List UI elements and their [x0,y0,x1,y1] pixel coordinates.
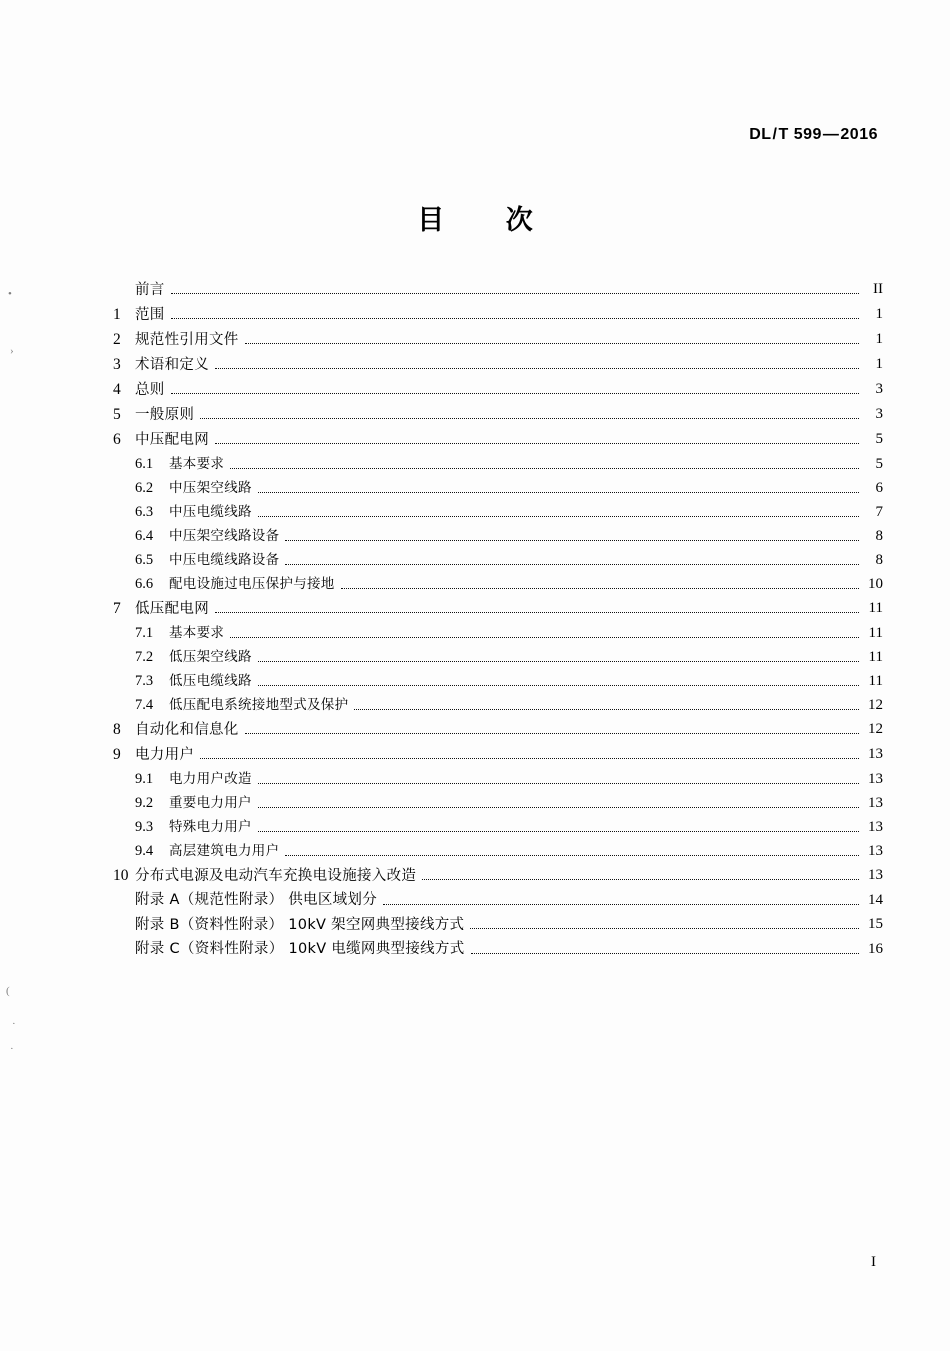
toc-leader-dots [258,491,859,493]
toc-entry-page: 15 [868,916,883,932]
toc-entry-page: 13 [868,867,883,883]
toc-entry-page: 1 [875,306,883,322]
toc-entry-label: 中压电缆线路 [169,504,252,520]
toc-leader-dots [245,342,859,344]
toc-leader-dots [285,539,859,541]
toc-entry[interactable] [113,382,883,398]
toc-entry[interactable] [113,457,883,472]
toc-entry-number: 9.2 [135,795,154,811]
toc-entry-label: 低压电缆线路 [169,673,252,689]
toc-entry-page: 13 [868,842,883,859]
toc-leader-dots [171,292,859,294]
toc-entry-number: 6.3 [135,504,154,520]
toc-entry[interactable] [113,650,883,665]
toc-entry-label: 配电设施过电压保护与接地 [169,576,335,592]
toc-entry-number: 6 [113,430,121,448]
toc-leader-dots [200,757,859,759]
toc-entry[interactable] [113,357,883,373]
toc-entry-number: 6.6 [135,576,154,592]
toc-entry-page: 8 [875,551,883,568]
toc-leader-dots [258,806,859,808]
toc-entry-number: 3 [113,355,121,373]
toc-entry-label: 低压配电网 [135,600,209,617]
toc-entry-label: 基本要求 [169,456,225,472]
toc-entry-label: 范围 [135,306,165,323]
toc-entry-label: 规范性引用文件 [135,331,239,348]
toc-entry[interactable] [113,553,883,568]
standard-number [749,126,878,144]
toc-entry-number: 9 [113,745,121,763]
toc-entry-number: 7.2 [135,649,154,665]
toc-entry-label: 中压配电网 [135,431,209,448]
toc-entry-page: 11 [868,624,883,641]
toc-leader-dots [354,708,859,710]
toc-entry[interactable] [113,282,883,297]
toc-leader-dots [422,878,859,880]
toc-entry[interactable] [113,626,883,641]
toc-entry[interactable] [113,722,883,738]
toc-entry-label: 附录 A（规范性附录） 供电区域划分 [135,892,378,908]
toc-entry[interactable] [113,307,883,323]
toc-entry[interactable] [113,917,883,932]
toc-entry[interactable] [113,844,883,859]
toc-leader-dots [258,782,859,784]
toc-leader-dots [383,903,859,905]
toc-leader-dots [471,952,859,954]
toc-entry-number: 9.3 [135,819,154,835]
toc-leader-dots [230,467,859,469]
scan-mark: · [12,1018,16,1030]
toc-entry-label: 特殊电力用户 [169,819,252,835]
toc-entry-page: 13 [868,794,883,811]
toc-leader-dots [285,563,859,565]
toc-entry-page: 14 [868,891,883,908]
toc-entry-label: 中压电缆线路设备 [169,552,280,568]
toc-entry-label: 高层建筑电力用户 [169,843,280,859]
toc-entry-page: 8 [875,527,883,544]
toc-entry[interactable] [113,407,883,423]
toc-entry-page: 11 [868,600,883,616]
table-of-contents [113,282,883,966]
toc-entry-page: 10 [868,575,883,592]
toc-leader-dots [258,830,859,832]
scan-mark: • [8,288,12,300]
toc-entry-number: 8 [113,720,121,738]
toc-entry-label: 分布式电源及电动汽车充换电设施接入改造 [135,867,417,884]
toc-entry-page: 7 [875,503,883,520]
toc-entry-number: 7.4 [135,697,154,713]
toc-entry-page: 1 [875,356,883,372]
toc-entry-label: 前言 [135,281,165,298]
standard-number-separator: / [772,126,778,143]
toc-entry-number: 10 [113,866,129,884]
toc-leader-dots [258,515,859,517]
toc-entry-number: 6.4 [135,528,154,544]
toc-entry-label: 总则 [135,381,165,398]
toc-entry-page: II [873,281,883,297]
toc-entry-page: 1 [875,331,883,347]
page-title: 目 次 [417,205,559,236]
toc-entry-page: 5 [875,431,883,447]
toc-entry-page: 5 [875,455,883,472]
toc-entry-page: 13 [868,818,883,835]
toc-entry-number: 1 [113,305,121,323]
toc-entry-label: 低压架空线路 [169,649,252,665]
toc-leader-dots [171,317,859,319]
toc-entry-label: 自动化和信息化 [135,721,239,738]
toc-entry-label: 电力用户 [135,746,195,763]
toc-entry-page: 12 [868,696,883,713]
toc-leader-dots [215,367,859,369]
toc-entry-page: 16 [868,940,883,957]
toc-entry-label: 重要电力用户 [169,795,252,811]
toc-entry-label: 附录 B（资料性附录） 10kV 架空网典型接线方式 [135,916,465,933]
toc-leader-dots [285,854,859,856]
toc-leader-dots [258,684,859,686]
toc-entry-number: 5 [113,405,121,423]
toc-entry-label: 基本要求 [169,625,225,641]
toc-leader-dots [215,611,859,613]
toc-entry-label: 一般原则 [135,406,195,423]
toc-entry[interactable] [113,772,883,787]
toc-entry-page: 6 [875,479,883,496]
toc-entry[interactable] [113,674,883,689]
toc-entry[interactable] [113,942,883,957]
toc-entry-label: 中压架空线路 [169,480,252,496]
toc-leader-dots [245,732,859,734]
toc-entry-number: 6.1 [135,456,154,472]
standard-number-dash: — [822,126,840,143]
toc-entry[interactable] [113,820,883,835]
toc-entry-label: 中压架空线路设备 [169,528,280,544]
toc-entry-page: 11 [868,648,883,665]
toc-leader-dots [200,417,859,419]
toc-entry-number: 9.1 [135,771,154,787]
toc-leader-dots [171,392,859,394]
toc-entry-number: 6.2 [135,480,154,496]
toc-entry-label: 术语和定义 [135,356,209,373]
toc-entry-label: 附录 C（资料性附录） 10kV 电缆网典型接线方式 [135,941,465,957]
toc-entry[interactable] [113,601,883,617]
toc-entry-number: 7.1 [135,625,154,641]
toc-entry[interactable] [113,868,883,884]
toc-leader-dots [341,587,859,589]
toc-entry[interactable] [113,332,883,348]
toc-entry-page: 3 [875,406,883,422]
standard-number-prefix: DL [749,126,772,143]
toc-entry-page: 13 [868,746,883,762]
toc-entry-label: 电力用户改造 [169,771,252,787]
toc-entry-number: 6.5 [135,552,154,568]
toc-entry-label: 低压配电系统接地型式及保护 [169,697,349,713]
page-folio: I [871,1254,876,1270]
toc-entry-page: 3 [875,381,883,397]
toc-entry[interactable] [113,505,883,520]
toc-entry[interactable] [113,481,883,496]
toc-entry[interactable] [113,893,883,908]
toc-entry-number: 9.4 [135,843,154,859]
toc-entry-number: 7 [113,599,121,617]
toc-entry-number: 7.3 [135,673,154,689]
toc-entry-number: 2 [113,330,121,348]
toc-leader-dots [230,636,859,638]
toc-entry-page: 13 [868,770,883,787]
scan-mark: · [10,1043,14,1055]
toc-entry[interactable] [113,432,883,448]
toc-leader-dots [470,927,859,929]
standard-number-code: T 599 [778,126,822,143]
toc-leader-dots [215,442,859,444]
toc-entry[interactable] [113,747,883,763]
toc-entry-page: 11 [868,672,883,689]
toc-entry[interactable] [113,796,883,811]
scan-mark: ( [6,985,10,997]
toc-entry-number: 4 [113,380,121,398]
standard-number-year: 2016 [840,126,878,143]
toc-leader-dots [258,660,859,662]
toc-entry[interactable] [113,529,883,544]
toc-entry[interactable] [113,577,883,592]
scan-mark: › [10,345,14,357]
toc-entry-page: 12 [868,721,883,737]
toc-entry[interactable] [113,698,883,713]
